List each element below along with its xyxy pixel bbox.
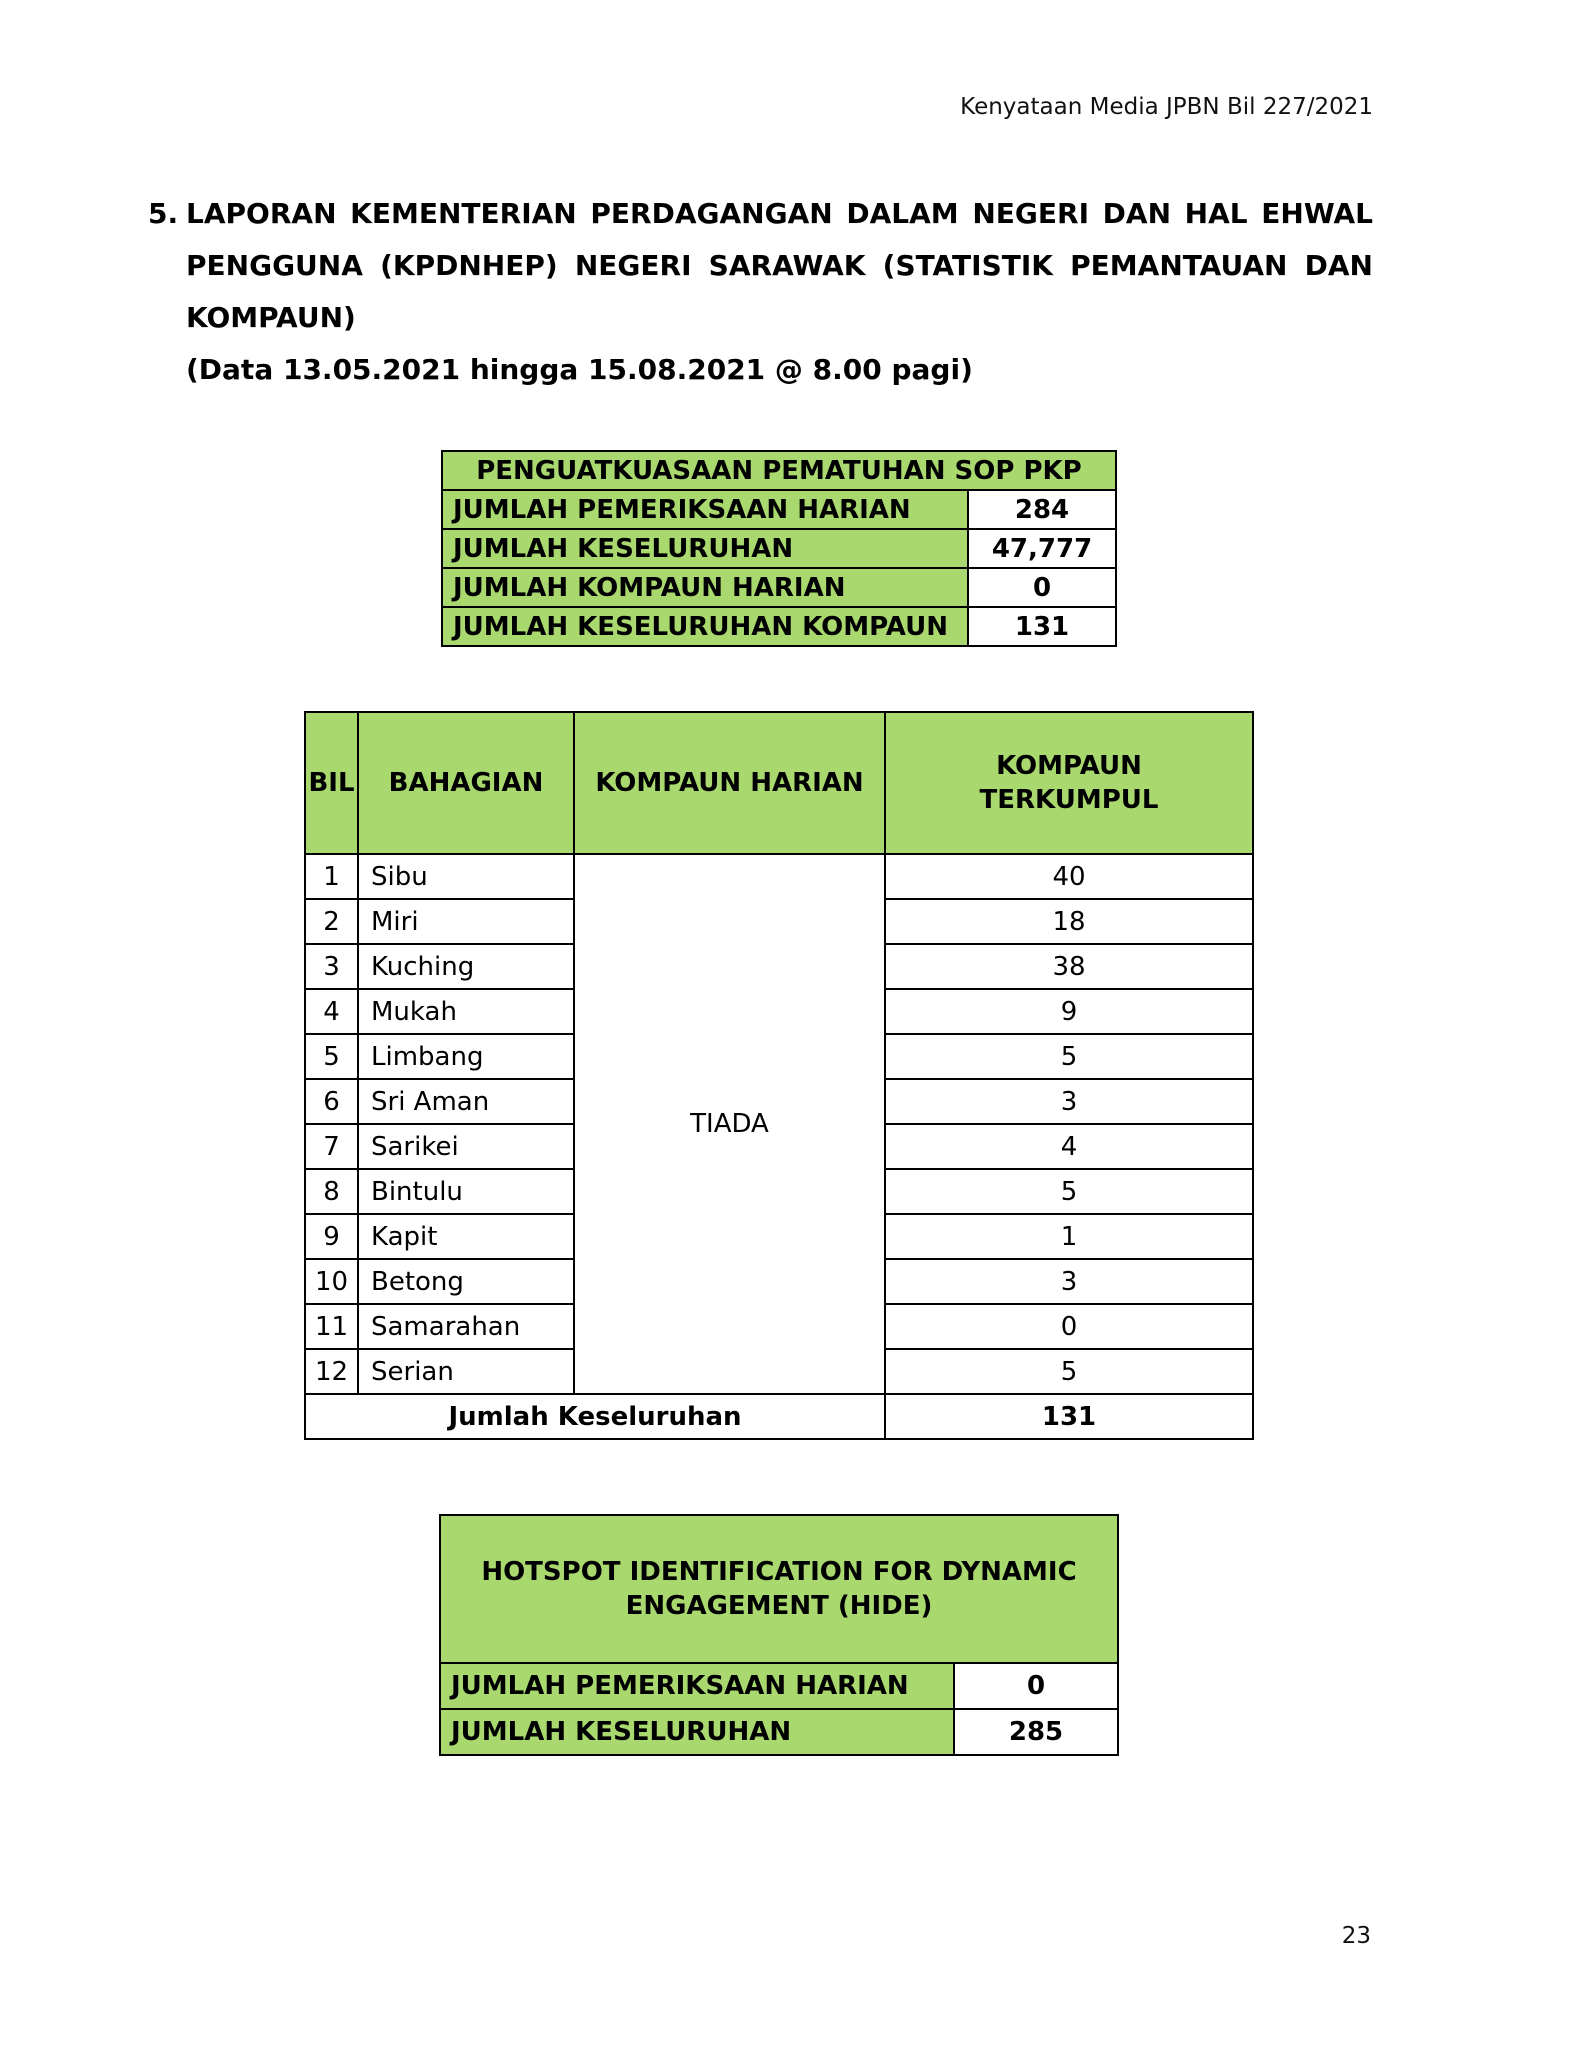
cell-terkumpul: 18 (885, 899, 1253, 944)
cell-bahagian: Sibu (358, 854, 574, 899)
row-label: JUMLAH PEMERIKSAAN HARIAN (440, 1663, 954, 1709)
sop-table-title: PENGUATKUASAAN PEMATUHAN SOP PKP (442, 451, 1116, 490)
table-row (440, 1663, 1118, 1709)
header-kompaun-harian: KOMPAUN HARIAN (574, 712, 885, 854)
division-compound-table (304, 711, 1254, 1440)
row-label: JUMLAH KOMPAUN HARIAN (442, 568, 968, 607)
header-bil: BIL (305, 712, 358, 854)
table-row (442, 451, 1116, 490)
cell-terkumpul: 9 (885, 989, 1253, 1034)
cell-bil: 12 (305, 1349, 358, 1394)
table-row (442, 490, 1116, 529)
table-row (442, 607, 1116, 646)
cell-terkumpul: 3 (885, 1259, 1253, 1304)
cell-bahagian: Kuching (358, 944, 574, 989)
cell-terkumpul: 5 (885, 1034, 1253, 1079)
sop-enforcement-table (441, 450, 1117, 647)
table-row (440, 1515, 1118, 1663)
row-value: 47,777 (968, 529, 1116, 568)
table-row (442, 568, 1116, 607)
cell-bahagian: Miri (358, 899, 574, 944)
header-kompaun-terkumpul (885, 712, 1253, 854)
table-row (440, 1709, 1118, 1755)
cell-terkumpul: 0 (885, 1304, 1253, 1349)
table-header-row (305, 712, 1253, 854)
cell-bil: 9 (305, 1214, 358, 1259)
cell-terkumpul: 5 (885, 1169, 1253, 1214)
cell-bahagian: Samarahan (358, 1304, 574, 1349)
section-title-line-2: PENGGUNA (KPDNHEP) NEGERI SARAWAK (STATISTIK PEMANTAUAN DAN (186, 249, 1373, 282)
row-value: 0 (954, 1663, 1118, 1709)
row-label: JUMLAH KESELURUHAN (440, 1709, 954, 1755)
cell-bahagian: Bintulu (358, 1169, 574, 1214)
section-subtitle: (Data 13.05.2021 hingga 15.08.2021 @ 8.00 pagi) (186, 353, 973, 386)
cell-terkumpul: 40 (885, 854, 1253, 899)
header-kompaun-terkumpul-line-1: KOMPAUN (996, 751, 1142, 781)
cell-bil: 10 (305, 1259, 358, 1304)
header-kompaun-terkumpul-line-2: TERKUMPUL (979, 785, 1159, 815)
cell-bahagian: Serian (358, 1349, 574, 1394)
hide-title-line-2: ENGAGEMENT (HIDE) (625, 1591, 933, 1621)
cell-bil: 4 (305, 989, 358, 1034)
section-number: 5. (148, 197, 179, 230)
cell-bil: 2 (305, 899, 358, 944)
row-value: 285 (954, 1709, 1118, 1755)
cell-bil: 6 (305, 1079, 358, 1124)
total-value: 131 (885, 1394, 1253, 1439)
cell-bil: 5 (305, 1034, 358, 1079)
cell-bil: 1 (305, 854, 358, 899)
row-value: 131 (968, 607, 1116, 646)
row-value: 284 (968, 490, 1116, 529)
cell-terkumpul: 38 (885, 944, 1253, 989)
cell-bil: 8 (305, 1169, 358, 1214)
cell-bahagian: Sri Aman (358, 1079, 574, 1124)
document-reference: Kenyataan Media JPBN Bil 227/2021 (960, 94, 1373, 120)
cell-terkumpul: 4 (885, 1124, 1253, 1169)
table-row (442, 529, 1116, 568)
header-bahagian: BAHAGIAN (358, 712, 574, 854)
section-title-line-1: LAPORAN KEMENTERIAN PERDAGANGAN DALAM NEGERI DAN HAL EHWAL (186, 197, 1373, 230)
cell-terkumpul: 3 (885, 1079, 1253, 1124)
section-title-line-3: KOMPAUN) (186, 301, 356, 334)
cell-bahagian: Kapit (358, 1214, 574, 1259)
cell-bil: 11 (305, 1304, 358, 1349)
cell-terkumpul: 1 (885, 1214, 1253, 1259)
hide-table (439, 1514, 1119, 1756)
cell-kompaun-harian-merged: TIADA (574, 854, 885, 1394)
cell-bahagian: Mukah (358, 989, 574, 1034)
row-label: JUMLAH KESELURUHAN (442, 529, 968, 568)
cell-bahagian: Sarikei (358, 1124, 574, 1169)
row-label: JUMLAH KESELURUHAN KOMPAUN (442, 607, 968, 646)
hide-title-line-1: HOTSPOT IDENTIFICATION FOR DYNAMIC (481, 1557, 1077, 1587)
hide-table-title (440, 1515, 1118, 1663)
cell-bahagian: Limbang (358, 1034, 574, 1079)
total-label: Jumlah Keseluruhan (305, 1394, 885, 1439)
row-label: JUMLAH PEMERIKSAAN HARIAN (442, 490, 968, 529)
table-row (305, 854, 1253, 899)
row-value: 0 (968, 568, 1116, 607)
cell-bil: 3 (305, 944, 358, 989)
section-heading (148, 188, 1373, 396)
table-total-row (305, 1394, 1253, 1439)
cell-terkumpul: 5 (885, 1349, 1253, 1394)
page-number: 23 (1341, 1923, 1371, 1949)
cell-bil: 7 (305, 1124, 358, 1169)
cell-bahagian: Betong (358, 1259, 574, 1304)
